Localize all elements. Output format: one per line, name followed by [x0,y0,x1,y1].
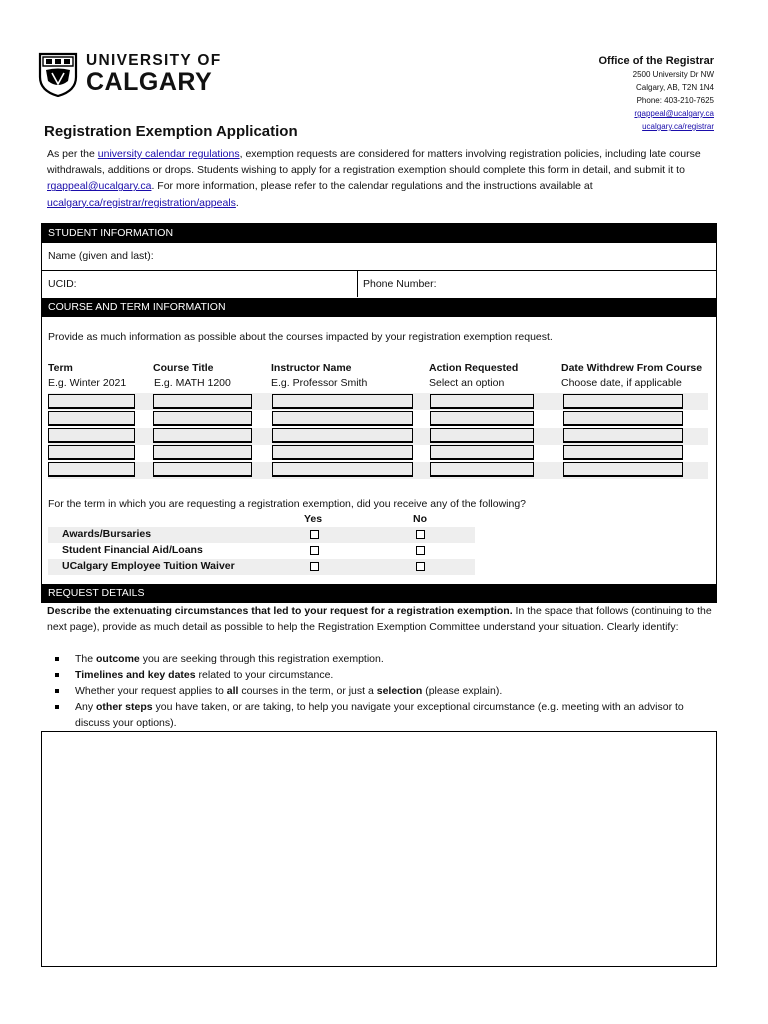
crest-icon [38,51,78,97]
intro-text-2: , exemption requests are considered for matters involving registration policies, including late course withdrawals, additions or drops. Students wishing to apply for a registration exemption should complete this form in detail, and submit it to [47,148,701,177]
logo-line-2: CALGARY [86,67,213,96]
intro-paragraph [47,146,719,211]
request-details-textarea[interactable] [41,731,717,967]
bullet-scope [47,683,713,699]
bullet-text: The [75,653,97,665]
logo-line-1: UNIVERSITY OF [86,52,222,70]
col-term-example: E.g. Winter 2021 [48,377,127,389]
request-details-heading: REQUEST DETAILS [42,584,716,603]
course-title-field[interactable] [153,445,252,460]
col-date-header: Date Withdrew From Course [561,362,703,374]
intro-text-3: . For more information, please refer to the calendar regulations and the instructions available at [151,180,593,193]
university-logo [38,44,228,104]
no-column-header: No [413,513,427,525]
yes-column-header: Yes [304,513,323,525]
bullet-bold: selection [376,685,423,697]
bullet-bold: all [226,685,239,697]
course-info-heading: COURSE AND TERM INFORMATION [42,298,716,317]
bullet-icon [55,689,59,693]
office-email-link[interactable]: rgappeal@ucalgary.ca [634,109,714,118]
col-date-example: Choose date, if applicable [561,377,682,389]
bullet-text: courses in the term, or just a [238,685,377,697]
bullet-text: you have taken, or are taking, to help you navigate your exceptional circumstance (e.g. meeting with an advisor to discuss your options). [75,701,684,729]
aid-item-financial-aid: Student Financial Aid/Loans [62,544,203,556]
office-site-link[interactable]: ucalgary.ca/registrar [642,122,714,131]
course-instructions: Provide as much information as possible about the courses impacted by your registration exemption request. [48,331,553,343]
instructor-field[interactable] [272,411,413,426]
awards-yes-checkbox[interactable] [310,530,319,539]
aid-question: For the term in which you are requesting a registration exemption, did you receive any of the following? [48,498,527,510]
term-field[interactable] [48,428,135,443]
divider [357,271,358,297]
office-info [598,54,714,133]
date-picker[interactable] [563,394,683,409]
request-details-lead-bold: Describe the extenuating circumstances that led to your request for a registration exemption. [47,605,513,617]
term-field[interactable] [48,462,135,477]
office-phone: Phone: 403-210-7625 [636,96,714,105]
bullet-text: (please explain). [422,685,503,697]
name-label[interactable]: Name (given and last): [48,250,154,262]
date-picker[interactable] [563,428,683,443]
action-select[interactable] [430,462,534,477]
intro-text-1: As per the [47,148,98,160]
course-title-field[interactable] [153,411,252,426]
request-details-lead [47,603,713,635]
bullet-bold: outcome [96,653,140,665]
student-info-heading: STUDENT INFORMATION [42,224,716,243]
ucid-label[interactable]: UCID: [48,278,77,290]
col-course-title-header: Course Title [153,362,214,374]
col-action-example: Select an option [429,377,505,389]
office-address-2: Calgary, AB, T2N 1N4 [636,83,714,92]
request-details-bullets [47,651,713,731]
term-field[interactable] [48,445,135,460]
course-title-field[interactable] [153,462,252,477]
bullet-text: related to your circumstance. [195,669,334,681]
phone-label[interactable]: Phone Number: [363,278,437,290]
col-instructor-example: E.g. Professor Smith [271,377,368,389]
instructor-field[interactable] [272,428,413,443]
tuition-waiver-no-checkbox[interactable] [416,562,425,571]
bullet-outcome [47,651,713,667]
term-field[interactable] [48,411,135,426]
col-action-header: Action Requested [429,362,519,374]
awards-no-checkbox[interactable] [416,530,425,539]
course-title-field[interactable] [153,394,252,409]
divider [42,270,716,271]
term-field[interactable] [48,394,135,409]
bullet-other-steps [47,699,713,731]
financial-aid-yes-checkbox[interactable] [310,546,319,555]
aid-item-tuition-waiver: UCalgary Employee Tuition Waiver [62,560,235,572]
action-select[interactable] [430,394,534,409]
action-select[interactable] [430,445,534,460]
action-select[interactable] [430,428,534,443]
office-name: Office of the Registrar [598,55,714,67]
instructor-field[interactable] [272,445,413,460]
financial-aid-no-checkbox[interactable] [416,546,425,555]
tuition-waiver-yes-checkbox[interactable] [310,562,319,571]
date-picker[interactable] [563,445,683,460]
bullet-bold: Timelines and key dates [75,669,196,681]
bullet-text: Any [75,701,97,713]
appeals-page-link[interactable]: ucalgary.ca/registrar/registration/appeals [47,196,236,209]
col-term-header: Term [48,362,73,374]
calendar-regulations-link[interactable]: university calendar regulations [97,148,240,160]
bullet-bold: other steps [96,701,153,713]
intro-text-4: . [235,196,239,209]
bullet-text: Whether your request applies to [75,685,227,697]
request-details-lead-rest: In the space that follows (continuing to the next page), provide as much detail as possible to help the Registration Exemption Committee understand your situation. Clearly identify: [47,605,712,633]
action-select[interactable] [430,411,534,426]
instructor-field[interactable] [272,462,413,477]
bullet-text: you are seeking through this registration exemption. [139,653,384,665]
office-address-1: 2500 University Dr NW [632,70,714,79]
aid-item-awards: Awards/Bursaries [62,528,152,540]
bullet-icon [55,673,59,677]
date-picker[interactable] [563,462,683,477]
application-form [41,223,717,603]
bullet-icon [55,705,59,709]
appeal-email-link[interactable]: rgappeal@ucalgary.ca [47,180,152,193]
bullet-timelines [47,667,713,683]
instructor-field[interactable] [272,394,413,409]
col-course-title-example: E.g. MATH 1200 [154,377,231,389]
date-picker[interactable] [563,411,683,426]
bullet-icon [55,657,59,661]
col-instructor-header: Instructor Name [271,362,352,374]
page-title: Registration Exemption Application [44,123,298,140]
course-title-field[interactable] [153,428,252,443]
